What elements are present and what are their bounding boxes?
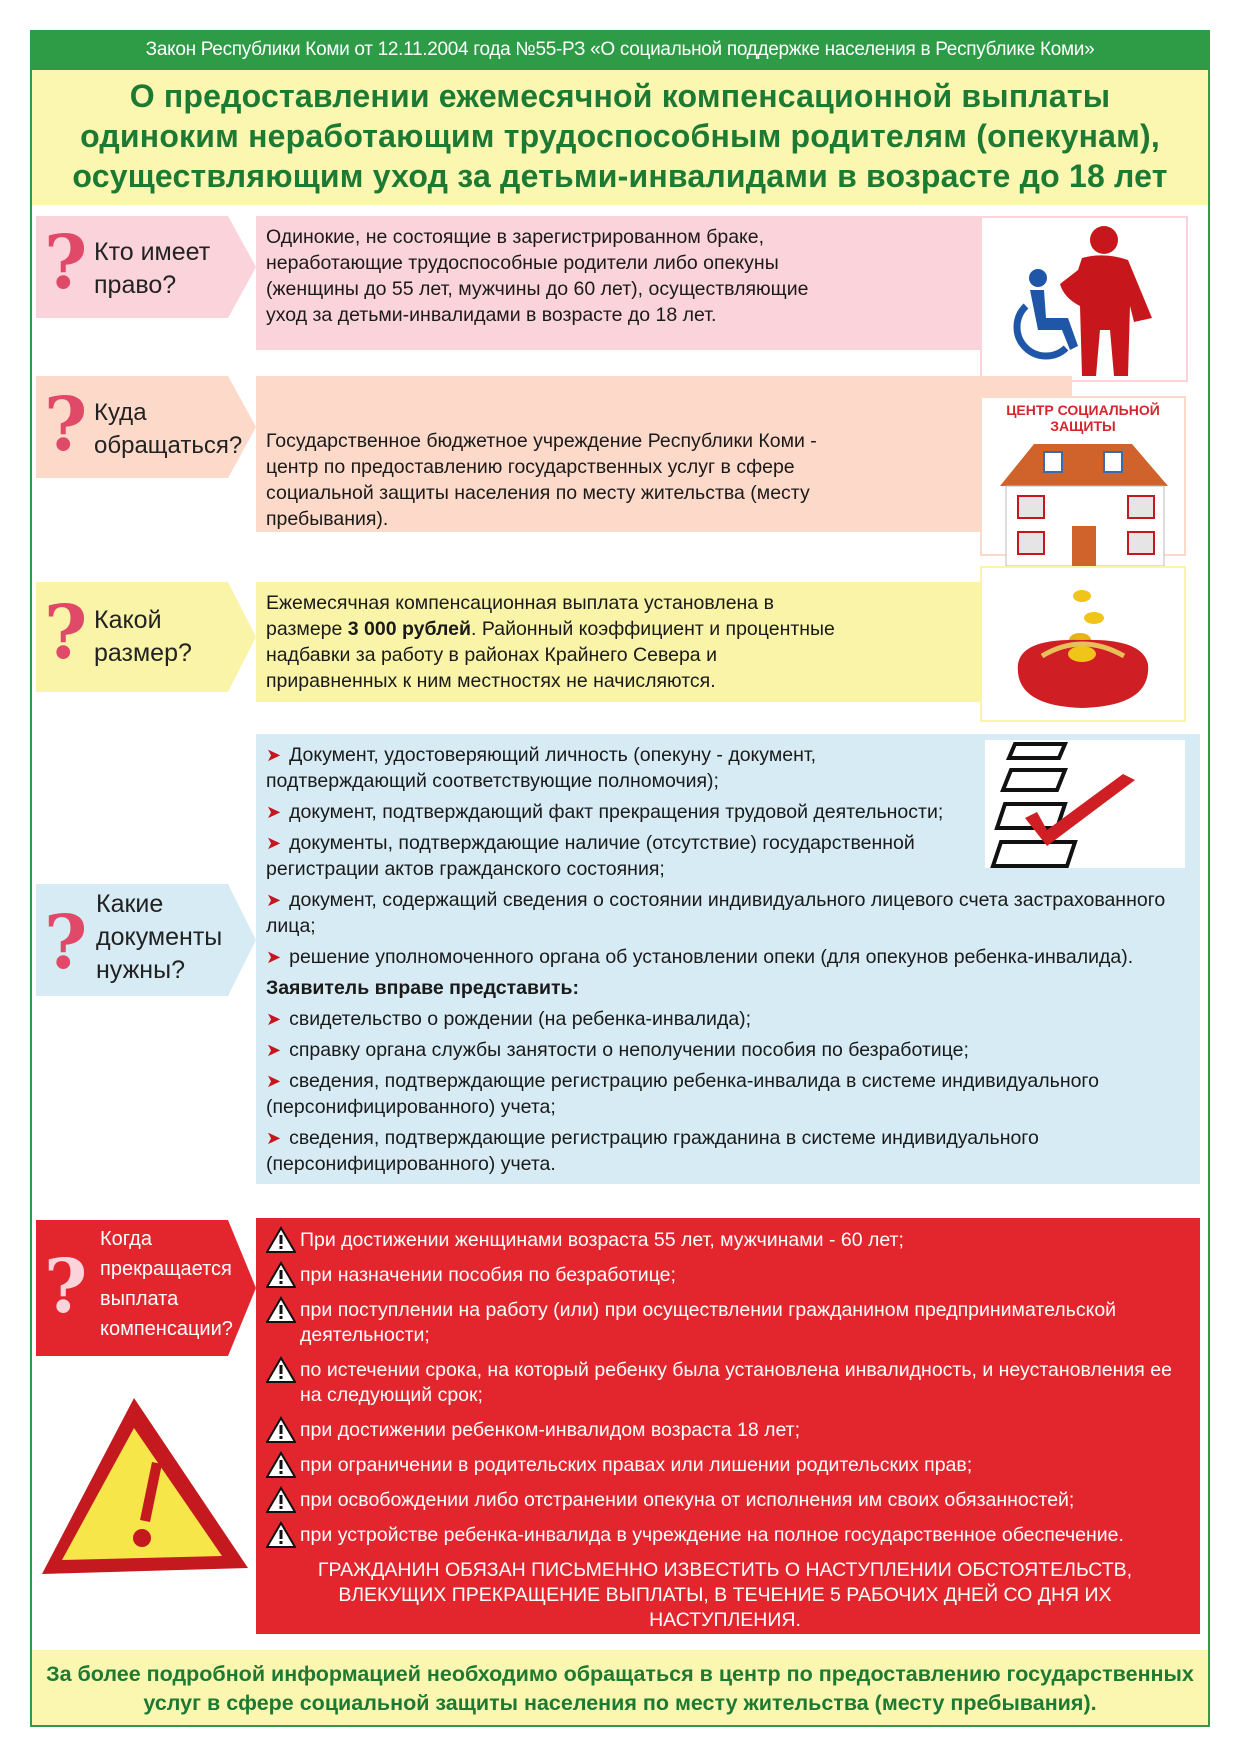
question-label [96,888,222,987]
question-mark-icon: ? [44,900,88,986]
list-item [266,1298,1184,1348]
list-item [266,1037,1184,1063]
list-item-text: документ, подтверждающий факт прекращения трудовой деятельности; [289,801,944,823]
warning-icon [266,1416,296,1444]
list-item [266,1523,1184,1548]
list-item [266,887,1184,939]
list-item-text: сведения, подтверждающие регистрацию ребенка-инвалида в системе индивидуального (персонифицированного) учета; [266,1070,1099,1118]
list-item-text: по истечении срока, на который ребенку была установлена инвалидность, и неустановления ее на следующий срок; [300,1359,1172,1406]
question-label [100,1224,233,1344]
who-text: Одинокие, не состоящие в зарегистрированном браке, неработающие трудоспособные родители либо опекуны (женщины до 55 лет, мужчины до 60 лет), осуществляющие уход за детьми-инвалидами в возрасте до 18 лет. [266,226,809,326]
where-text: Государственное бюджетное учреждение Республики Коми - центр по предоставлению государственных услуг в сфере социальной защиты населения по месту жительства (месту пребывания). [266,430,817,530]
arrow-bullet-icon: ➤ [266,1128,282,1148]
building-sign: ЦЕНТР СОЦИАЛЬНОЙ ЗАЩИТЫ [1006,402,1160,434]
warning-icon [266,1261,296,1289]
list-item [266,944,1184,970]
question-line: выплата [100,1288,179,1310]
list-item [266,1068,1184,1120]
law-banner: Закон Республики Коми от 12.11.2004 года №55-РЗ «О социальной поддержке населения в Республике Коми» [30,30,1210,70]
warning-triangle-icon [36,1392,254,1582]
question-tab-documents [36,884,256,996]
warning-icon [266,1296,296,1324]
list-item [266,1006,1184,1032]
title-line: одиноким неработающим трудоспособным родителям (опекунам), [80,118,1160,154]
notice-text: ГРАЖДАНИН ОБЯЗАН ПИСЬМЕННО ИЗВЕСТИТЬ О НАСТУПЛЕНИИ ОБСТОЯТЕЛЬСТВ, ВЛЕКУЩИХ ПРЕКРАЩЕНИЕ ВЫПЛАТЫ, В ТЕЧЕНИЕ 5 РАБОЧИХ ДНЕЙ СО ДНЯ ИХ НАСТУПЛЕНИЯ. [317,1559,1133,1631]
list-item-text: при достижении ребенком-инвалидом возраста 18 лет; [300,1419,801,1441]
question-line: Куда [94,399,147,426]
list-item [266,1263,1184,1288]
question-line: право? [94,271,177,299]
list-item [266,1418,1184,1443]
footer-text: За более подробной информацией необходимо обращаться в центр по предоставлению государственных услуг в сфере социальной защиты населения по месту жительства (месту пребывания). [46,1662,1194,1715]
arrow-bullet-icon: ➤ [266,947,282,967]
question-line: обращаться? [94,432,243,459]
question-label [94,604,192,670]
warning-icon [266,1521,296,1549]
question-tab-amount [36,582,256,692]
list-item-text: документы, подтверждающие наличие (отсутствие) государственной регистрации актов гражданского состояния; [266,832,915,880]
list-item-text: свидетельство о рождении (на ребенка-инвалида); [289,1008,752,1030]
optional-documents-list [266,1006,1184,1177]
arrow-bullet-icon: ➤ [266,802,282,822]
warning-icon [266,1486,296,1514]
termination-panel [256,1218,1200,1634]
arrow-bullet-icon: ➤ [266,1040,282,1060]
question-line: размер? [94,639,192,667]
question-line: компенсации? [100,1318,233,1340]
title-line: осуществляющим уход за детьми-инвалидами в возрасте до 18 лет [72,158,1168,194]
warning-icon [266,1451,296,1479]
amount-value: 3 000 рублей [347,618,472,640]
question-line: нужны? [96,956,185,984]
list-item-text: решение уполномоченного органа об установлении опеки (для опекунов ребенка-инвалида). [289,946,1134,968]
list-item-text: при устройстве ребенка-инвалида в учреждение на полное государственное обеспечение. [300,1524,1124,1546]
question-label [94,396,242,462]
arrow-bullet-icon: ➤ [266,1071,282,1091]
termination-list [266,1228,1184,1548]
amount-text-after: . Районный коэффициент и процентные надбавки за работу в районах Крайнего Севера и приравненных к ним местностях не начисляются. [266,618,835,692]
list-item [266,1358,1184,1408]
page-title [32,76,1208,196]
question-mark-icon: ? [44,220,88,306]
question-tab-termination [36,1220,256,1356]
building-icon [980,396,1186,556]
arrow-bullet-icon: ➤ [266,833,282,853]
list-item-text: При достижении женщинами возраста 55 лет, мужчинами - 60 лет; [300,1229,904,1251]
list-item [266,1488,1184,1513]
checklist-icon [985,740,1185,868]
question-line: прекращается [100,1258,232,1280]
question-mark-icon: ? [44,1244,88,1330]
list-item-text: справку органа службы занятости о неполучении пособия по безработице; [289,1039,969,1061]
list-item-text: при ограничении в родительских правах или лишении родительских прав; [300,1454,973,1476]
list-item-text: сведения, подтверждающие регистрацию гражданина в системе индивидуального (персонифицированного) учета. [266,1127,1039,1175]
list-item-text: документ, содержащий сведения о состоянии индивидуального лицевого счета застрахованного лица; [266,889,1166,937]
warning-icon [266,1356,296,1384]
purse-with-coins-icon [980,566,1186,722]
question-line: Какие [96,890,164,918]
list-item-text: при поступлении на работу (или) при осуществлении гражданином предпринимательской деятельности; [300,1299,1117,1346]
amount-text-before: Ежемесячная компенсационная выплата установлена в размере [266,592,774,640]
question-mark-icon: ? [44,382,88,468]
amount-panel [256,582,1072,702]
list-item [266,1125,1184,1177]
arrow-bullet-icon: ➤ [266,745,282,765]
list-item [266,1453,1184,1478]
question-line: Когда [100,1228,152,1250]
where-panel [256,376,1072,532]
mother-with-wheelchair-child-icon [980,216,1188,382]
warning-icon [266,1226,296,1254]
arrow-bullet-icon: ➤ [266,1009,282,1029]
list-item-text: Документ, удостоверяющий личность (опекуну - документ, подтверждающий соответствующие полномочия); [266,744,817,792]
list-item-text: при освобождении либо отстранении опекуна от исполнения им своих обязанностей; [300,1489,1075,1511]
question-tab-where [36,376,256,478]
question-line: Какой [94,606,162,634]
question-mark-icon: ? [44,590,88,676]
question-label [94,236,210,302]
who-panel [256,216,1072,350]
list-item [266,1228,1184,1253]
question-line: Кто имеет [94,238,211,266]
title-line: О предоставлении ежемесячной компенсационной выплаты [129,78,1111,114]
arrow-bullet-icon: ➤ [266,890,282,910]
question-tab-who [36,216,256,318]
question-line: документы [96,923,223,951]
list-item-text: при назначении пособия по безработице; [300,1264,676,1286]
optional-documents-heading: Заявитель вправе представить: [266,977,580,999]
